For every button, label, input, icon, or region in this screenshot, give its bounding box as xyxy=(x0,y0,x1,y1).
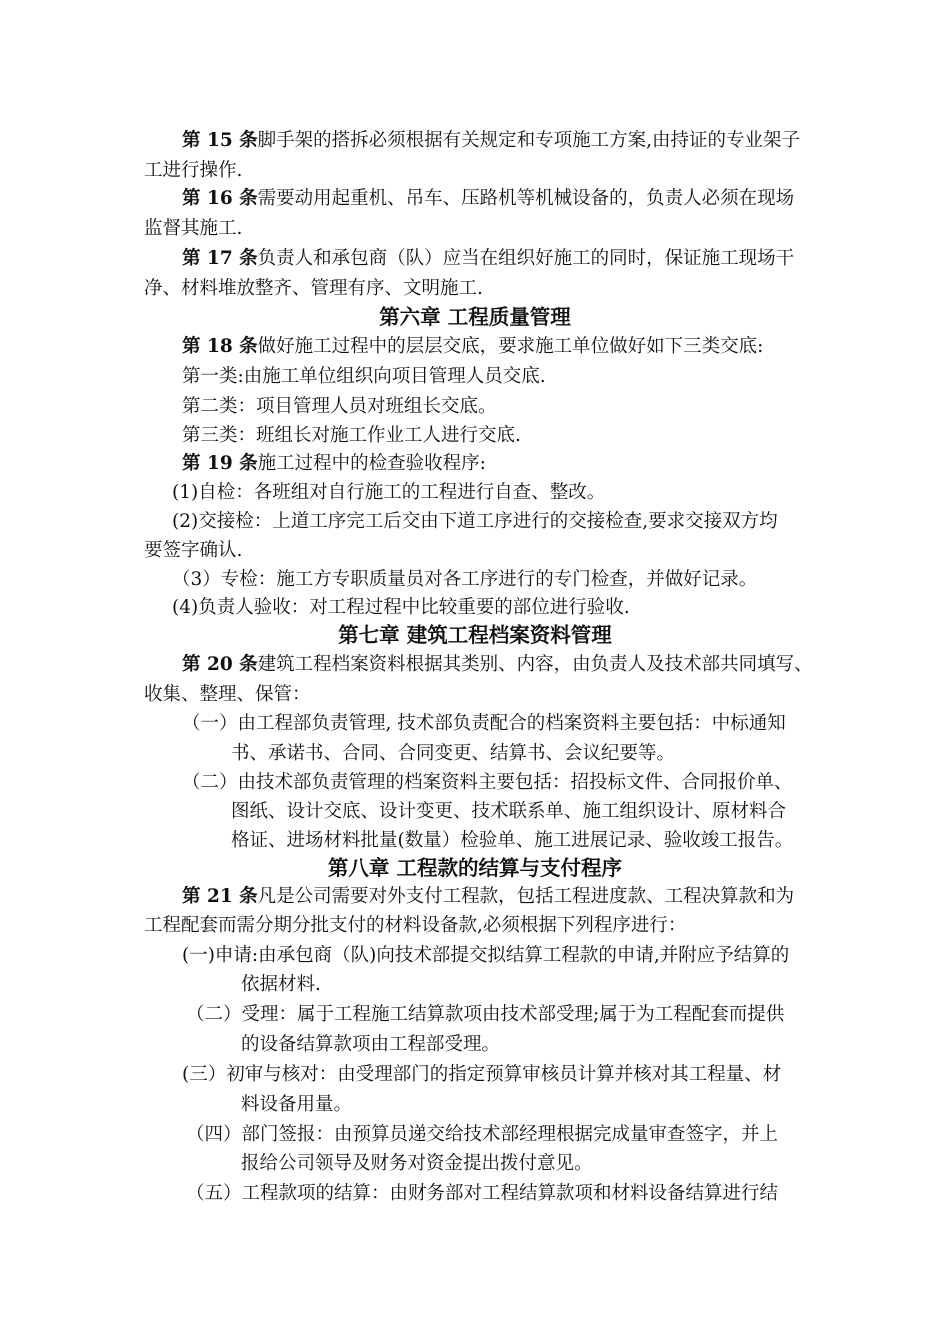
payment-step-1-line-1: (一)申请:由承包商（队)向技术部提交拟结算工程款的申请,并附应予结算的 xyxy=(182,945,790,966)
article-20-text: 建筑工程档案资料根据其类别、内容，由负责人及技术部共同填写、 xyxy=(257,654,813,675)
inspection-handover-line-2: 要签字确认. xyxy=(144,540,243,561)
disclosure-type-2: 第二类：项目管理人员对班组长交底。 xyxy=(182,396,497,417)
article-21-text: 凡是公司需要对外支付工程款，包括工程进度款、工程决算款和为 xyxy=(257,886,795,907)
article-18-line-1 xyxy=(182,332,763,362)
archive-item-2-line-3: 格证、进场材料批量(数量）检验单、施工进展记录、验收竣工报告。 xyxy=(231,830,794,851)
disclosure-type-1: 第一类:由施工单位组织向项目管理人员交底. xyxy=(182,366,546,387)
payment-step-1-line-2: 依据材料. xyxy=(241,974,321,995)
article-15-text: 脚手架的搭拆必须根据有关规定和专项施工方案,由持证的专业架子 xyxy=(257,130,801,151)
article-19-number: 第 19 条 xyxy=(182,453,258,474)
disclosure-type-3: 第三类：班组长对施工作业工人进行交底. xyxy=(182,425,521,446)
payment-step-3-line-1: (三）初审与核对：由受理部门的指定预算审核员计算并核对其工程量、材 xyxy=(182,1064,782,1085)
chapter-7-heading: 第七章 建筑工程档案资料管理 xyxy=(338,623,612,647)
archive-item-2-line-2: 图纸、设计交底、设计变更、技术联系单、施工组织设计、原材料合 xyxy=(231,801,787,822)
article-15-line-2: 工进行操作. xyxy=(144,160,243,181)
article-17-number: 第 17 条 xyxy=(182,248,258,269)
article-20-line-2: 收集、整理、保管： xyxy=(144,684,311,705)
article-21-line-2: 工程配套而需分期分批支付的材料设备款,必须根据下列程序进行： xyxy=(144,915,687,936)
article-21-number: 第 21 条 xyxy=(182,886,258,907)
archive-item-1-line-2: 书、承诺书、合同、合同变更、结算书、会议纪要等。 xyxy=(231,743,676,764)
article-16-line-1 xyxy=(182,184,794,214)
payment-step-5-line-1: （五）工程款项的结算：由财务部对工程结算款项和材料设备结算进行结 xyxy=(186,1183,779,1204)
article-19-line-1 xyxy=(182,449,486,479)
chapter-8-heading: 第八章 工程款的结算与支付程序 xyxy=(327,856,623,880)
article-20-line-1 xyxy=(182,650,813,680)
inspection-special-check: （3）专检：施工方专职质量员对各工序进行的专门检查，并做好记录。 xyxy=(172,569,758,590)
article-20-number: 第 20 条 xyxy=(182,654,258,675)
archive-item-2-line-1: （二）由技术部负责管理的档案资料主要包括：招投标文件、合同报价单、 xyxy=(182,772,793,793)
article-15-number: 第 15 条 xyxy=(182,130,258,151)
article-17-line-1 xyxy=(182,244,794,274)
inspection-handover-line-1: (2)交接检：上道工序完工后交由下道工序进行的交接检查,要求交接双方均 xyxy=(172,511,778,532)
payment-step-4-line-1: （四）部门签报：由预算员递交给技术部经理根据完成量审查签字，并上 xyxy=(186,1124,779,1145)
article-18-text: 做好施工过程中的层层交底，要求施工单位做好如下三类交底: xyxy=(257,336,764,357)
chapter-6-heading: 第六章 工程质量管理 xyxy=(379,305,571,329)
article-15-line-1 xyxy=(182,126,800,156)
inspection-self-check: (1)自检：各班组对自行施工的工程进行自查、整改。 xyxy=(172,482,606,503)
payment-step-3-line-2: 料设备用量。 xyxy=(241,1094,353,1115)
payment-step-4-line-2: 报给公司领导及财务对资金提出拨付意见。 xyxy=(241,1153,593,1174)
article-19-text: 施工过程中的检查验收程序: xyxy=(257,453,486,474)
archive-item-1-line-1: （一）由工程部负责管理, 技术部负责配合的档案资料主要包括：中标通知 xyxy=(182,713,786,734)
inspection-acceptance: (4)负责人验收：对工程过程中比较重要的部位进行验收. xyxy=(172,597,630,618)
article-17-text: 负责人和承包商（队）应当在组织好施工的同时，保证施工现场干 xyxy=(257,248,795,269)
article-21-line-1 xyxy=(182,882,794,912)
article-16-line-2: 监督其施工. xyxy=(144,218,243,239)
article-17-line-2: 净、材料堆放整齐、管理有序、文明施工. xyxy=(144,278,483,299)
article-16-number: 第 16 条 xyxy=(182,188,258,209)
article-16-text: 需要动用起重机、吊车、压路机等机械设备的，负责人必须在现场 xyxy=(257,188,795,209)
payment-step-2-line-2: 的设备结算款项由工程部受理。 xyxy=(241,1034,501,1055)
payment-step-2-line-1: （二）受理：属于工程施工结算款项由技术部受理;属于为工程配套而提供 xyxy=(186,1004,785,1025)
article-18-number: 第 18 条 xyxy=(182,336,258,357)
